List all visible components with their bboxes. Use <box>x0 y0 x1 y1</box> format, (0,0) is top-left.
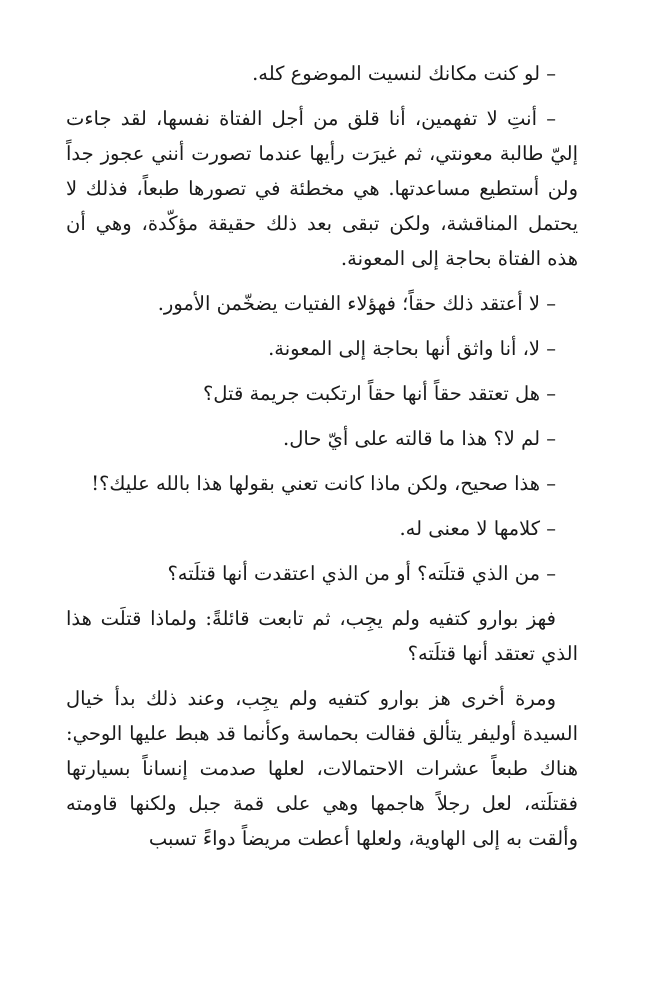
page-body <box>66 56 578 866</box>
paragraph-7: – هذا صحيح، ولكن ماذا كانت تعني بقولها هذا بالله عليك؟! <box>91 472 556 495</box>
paragraph-8: – كلامها لا معنى له. <box>399 517 556 540</box>
paragraph-3: – لا أعتقد ذلك حقاً؛ فهؤلاء الفتيات يضخّمن الأمور. <box>157 292 556 315</box>
paragraph-5: – هل تعتقد حقاً أنها حقاً ارتكبت جريمة قتل؟ <box>202 382 556 405</box>
paragraph-1: – لو كنت مكانك لنسيت الموضوع كله. <box>252 62 556 85</box>
paragraph-6: – لم لا؟ هذا ما قالته على أيّ حال. <box>283 427 556 450</box>
paragraph-10: فهز بوارو كتفيه ولم يجِب، ثم تابعت قائلةً: ولماذا قتلَت هذا الذي تعتقد أنها قتلَته؟ <box>66 607 578 665</box>
paragraph-11: ومرة أخرى هز بوارو كتفيه ولم يجِب، وعند ذلك بدأ خيال السيدة أوليفر يتألق فقالت بحماسة وكأنما قد هبط عليها الوحي: هناك طبعاً عشرات الاحتمالات، لعلها صدمت إنساناً بسيارتها فقتلَته، لعل رجلاً هاجمها وهي على قمة جبل ولكنها قاومته وألقت به إلى الهاوية، ولعلها أعطت مريضاً دواءً تسبب <box>66 687 578 850</box>
paragraph-4: – لا، أنا واثق أنها بحاجة إلى المعونة. <box>268 337 556 360</box>
paragraph-2: – أنتِ لا تفهمين، أنا قلق من أجل الفتاة نفسها، لقد جاءت إليّ طالبة معونتي، ثم غيرَت رأيها عندما تصورت أنني عجوز جداً ولن أستطيع مساعدتها. هي مخطئة في تصورها طبعاً، فذلك لا يحتمل المناقشة، ولكن تبقى بعد ذلك حقيقة مؤكّدة، وهي أن هذه الفتاة بحاجة إلى المعونة. <box>66 107 578 270</box>
paragraph-9: – من الذي قتلَته؟ أو من الذي اعتقدت أنها قتلَته؟ <box>167 562 556 585</box>
